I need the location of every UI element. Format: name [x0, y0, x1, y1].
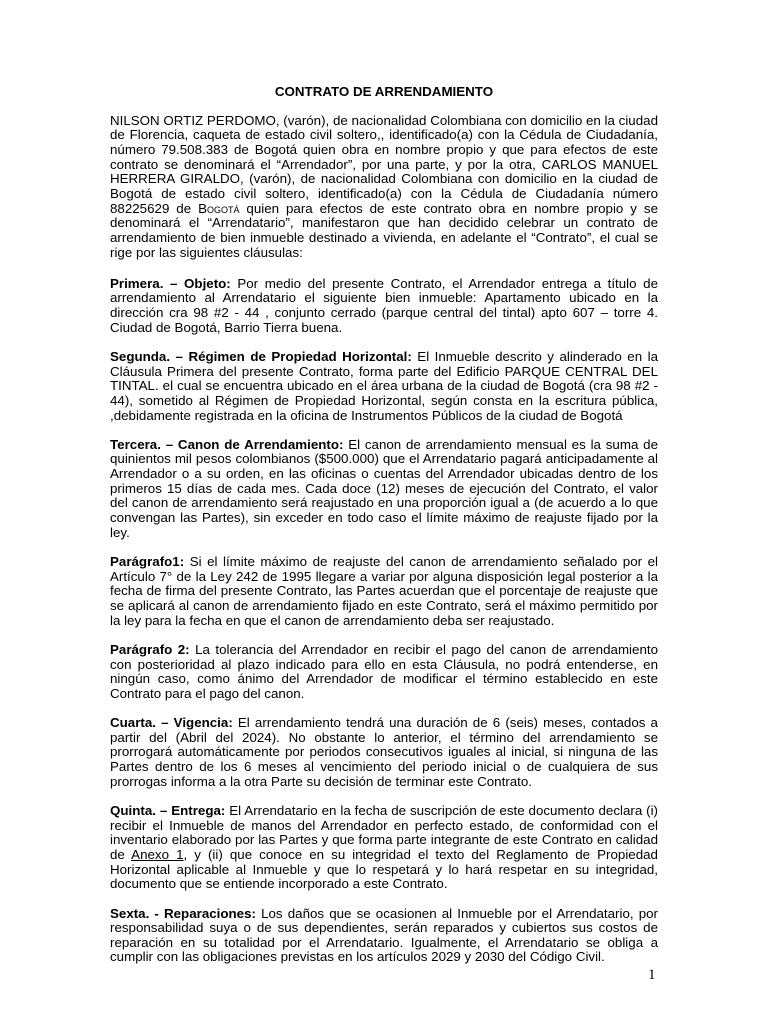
paragrafo-2	[110, 643, 658, 702]
paragrafo-2-text: La tolerancia del Arrendador en recibir el pago del canon de arrendamiento con posterioridad al plazo indicado para ello en esta Cláusula, no podrá entenderse, en ningún caso, como ánimo del Arrendador de modificar el término establecido en este Contrato para el pago del canon.	[110, 641, 658, 701]
page-number: 1	[648, 967, 656, 983]
clause-segunda-text: El Inmueble descrito y alinderado en la Cláusula Primera del presente Contrato, forma parte del Edificio PARQUE CENTRAL DEL TINTAL. el cual se encuentra ubicado en el área urbana de la ciudad de Bogotá (cra 98 #2 - 44), sometido al Régimen de Propiedad Horizontal, según consta en la escritura pública, ,debidamente registrada en la oficina de Instrumentos Públicos de la ciudad de Bogotá	[110, 348, 658, 423]
clause-segunda-heading: Segunda. – Régimen de Propiedad Horizontal:	[110, 348, 412, 364]
intro-paragraph	[110, 114, 658, 261]
clause-tercera-heading: Tercera. – Canon de Arrendamiento:	[110, 436, 344, 452]
clause-primera-heading: Primera. – Objeto:	[110, 275, 231, 291]
paragrafo-1-heading: Parágrafo1:	[110, 554, 185, 569]
clause-quinta-text-before: El Arrendatario en la fecha de suscripción de este documento declara (i) recibir el Inmueble de manos del Arrendador en perfecto estado, de conformidad con el inventario elaborado por las Partes y que forma parte integrante de este Contrato en calidad de	[110, 802, 658, 862]
clause-cuarta-heading: Cuarta. – Vigencia:	[110, 715, 233, 731]
anexo-1-reference: Anexo 1	[131, 846, 184, 862]
intro-text-part2: quien para efectos de este contrato obra en nombre propio y se denominará el “Arrendatario”, manifestaron que han decidido celebrar un contrato de arrendamiento de bien inmueble destinado a vivienda, en adelante el “Contrato”, el cual se rige por las siguientes cláusulas:	[110, 200, 658, 260]
clause-primera-text: Por medio del presente Contrato, el Arrendador entrega a título de arrendamiento al Arrendatario el siguiente bien inmueble: Apartamento ubicado en la dirección cra 98 #2 - 44 , conjunto cerrado (parque central del tintal) apto 607 – torre 4. Ciudad de Bogotá, Barrio Tierra buena.	[110, 275, 658, 335]
intro-text-part1: NILSON ORTIZ PERDOMO, (varón), de nacionalidad Colombiana con domicilio en la ciudad de Florencia, caqueta de estado civil soltero,, identificado(a) con la Cédula de Ciudadanía, número 79.508.383 de Bogotá quien obra en nombre propio y que para efectos de este contrato se denominará el “Arrendador”, por una parte, y por la otra, CARLOS MANUEL HERRERA GIRALDO, (varón), de nacionalidad Colombiana con domicilio en la ciudad de Bogotá de estado civil soltero, identificado(a) con la Cédula de Ciudadanía número 88225629 de	[110, 112, 658, 216]
clause-sexta	[110, 907, 658, 966]
paragrafo-1	[110, 555, 658, 628]
clause-quinta	[110, 804, 658, 892]
intro-city-smallcaps: Bogotá	[198, 200, 240, 216]
document-title: CONTRATO DE ARRENDAMIENTO	[274, 84, 494, 99]
paragrafo-2-heading: Parágrafo 2:	[110, 641, 190, 657]
clause-primera	[110, 277, 658, 336]
clause-quinta-heading: Quinta. – Entrega:	[110, 802, 226, 818]
clause-segunda	[110, 350, 658, 423]
clause-tercera-text: El canon de arrendamiento mensual es la suma de quinientos mil pesos colombianos ($500.000) que el Arrendatario pagará anticipadamente al Arrendador o a su orden, en las oficinas o cuentas del Arrendador ubicadas dentro de los primeros 15 días de cada mes. Cada doce (12) meses de ejecución del Contrato, el valor del canon de arrendamiento será reajustado en una proporción igual a (de acuerdo a lo que convengan las Partes), sin exceder en todo caso el límite máximo de reajuste fijado por la ley.	[110, 436, 658, 540]
paragrafo-1-text: Si el límite máximo de reajuste del canon de arrendamiento señalado por el Artículo 7° de la Ley 242 de 1995 llegare a variar por alguna disposición legal posterior a la fecha de firma del presente Contrato, las Partes acuerdan que el porcentaje de reajuste que se aplicará al canon de arrendamiento fijado en este Contrato, será el máximo permitido por la ley para la fecha en que el canon de arrendamiento deba ser reajustado.	[110, 554, 658, 628]
clause-sexta-text: Los daños que se ocasionen al Inmueble por el Arrendatario, por responsabilidad suya o de sus dependientes, serán reparados y cubiertos sus costos de reparación en su totalidad por el Arrendatario. Igualmente, el Arrendatario se obliga a cumplir con las obligaciones previstas en los artículos 2029 y 2030 del Código Civil.	[110, 905, 658, 965]
clause-sexta-heading: Sexta. - Reparaciones:	[110, 905, 256, 921]
clause-cuarta	[110, 716, 658, 789]
clause-cuarta-text: El arrendamiento tendrá una duración de 6 (seis) meses, contados a partir del (Abril del 2024). No obstante lo anterior, el término del arrendamiento se prorrogará automáticamente por periodos consecutivos iguales al inicial, si ninguna de las Partes dentro de los 6 meses al vencimiento del periodo inicial o de cualquiera de sus prorrogas informa a la otra Parte su decisión de terminar este Contrato.	[110, 715, 658, 789]
document-body	[110, 85, 658, 980]
clause-quinta-text-after: , y (ii) que conoce en su integridad el texto del Reglamento de Propiedad Horizontal aplicable al Inmueble y que lo respetará y lo hará respetar en su integridad, documento que se entiende incorporado a este Contrato.	[110, 846, 658, 892]
clause-tercera	[110, 438, 658, 541]
